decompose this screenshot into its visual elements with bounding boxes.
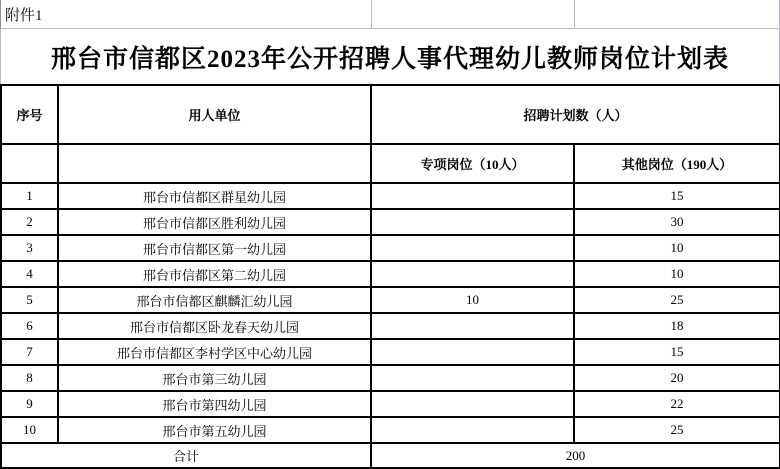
table-row [1, 261, 780, 287]
recruitment-plan-table [0, 84, 780, 469]
row-index-cell: 5 [1, 287, 58, 313]
gridline-vertical [574, 0, 575, 28]
unit-name-cell: 邢台市第五幼儿园 [58, 417, 371, 443]
special-post-count-cell [371, 339, 574, 365]
row-index-cell: 4 [1, 261, 58, 287]
table-row [1, 313, 780, 339]
row-index-cell: 8 [1, 365, 58, 391]
row-index-cell: 7 [1, 339, 58, 365]
table-row [1, 287, 780, 313]
header-empty-unit [58, 144, 371, 183]
row-index-cell: 9 [1, 391, 58, 417]
unit-name-cell: 邢台市第四幼儿园 [58, 391, 371, 417]
total-value: 200 [371, 443, 780, 468]
other-post-count-cell: 10 [574, 235, 780, 261]
header-index: 序号 [1, 85, 58, 144]
unit-name-cell: 邢台市第三幼儿园 [58, 365, 371, 391]
header-row-1 [1, 85, 780, 144]
header-other-posts: 其他岗位（190人） [574, 144, 780, 183]
other-post-count-cell: 15 [574, 183, 780, 209]
table-row [1, 365, 780, 391]
row-index-cell: 3 [1, 235, 58, 261]
other-post-count-cell: 30 [574, 209, 780, 235]
special-post-count-cell [371, 313, 574, 339]
table-row [1, 339, 780, 365]
unit-name-cell: 邢台市信都区李村学区中心幼儿园 [58, 339, 371, 365]
other-post-count-cell: 22 [574, 391, 780, 417]
unit-name-cell: 邢台市信都区第一幼儿园 [58, 235, 371, 261]
unit-name-cell: 邢台市信都区麒麟汇幼儿园 [58, 287, 371, 313]
other-post-count-cell: 20 [574, 365, 780, 391]
total-label: 合计 [1, 443, 371, 468]
row-index-cell: 10 [1, 417, 58, 443]
row-index-cell: 1 [1, 183, 58, 209]
special-post-count-cell [371, 391, 574, 417]
header-plan-count: 招聘计划数（人） [371, 85, 780, 144]
unit-name-cell: 邢台市信都区第二幼儿园 [58, 261, 371, 287]
table-row [1, 235, 780, 261]
total-row [1, 443, 780, 468]
table-row [1, 183, 780, 209]
page-title: 邢台市信都区2023年公开招聘人事代理幼儿教师岗位计划表 [50, 45, 729, 73]
table-row [1, 209, 780, 235]
other-post-count-cell: 15 [574, 339, 780, 365]
other-post-count-cell: 18 [574, 313, 780, 339]
title-row [0, 29, 780, 84]
header-empty-index [1, 144, 58, 183]
special-post-count-cell [371, 183, 574, 209]
special-post-count-cell [371, 365, 574, 391]
attachment-label: 附件1 [5, 8, 43, 24]
special-post-count-cell: 10 [371, 287, 574, 313]
other-post-count-cell: 25 [574, 287, 780, 313]
table-row [1, 417, 780, 443]
header-row-2 [1, 144, 780, 183]
unit-name-cell: 邢台市信都区卧龙春天幼儿园 [58, 313, 371, 339]
spreadsheet-top-row [0, 0, 780, 29]
row-index-cell: 6 [1, 313, 58, 339]
unit-name-cell: 邢台市信都区群星幼儿园 [58, 183, 371, 209]
special-post-count-cell [371, 261, 574, 287]
table-body [1, 183, 780, 443]
header-special-posts: 专项岗位（10人） [371, 144, 574, 183]
special-post-count-cell [371, 417, 574, 443]
row-index-cell: 2 [1, 209, 58, 235]
unit-name-cell: 邢台市信都区胜利幼儿园 [58, 209, 371, 235]
table-row [1, 391, 780, 417]
other-post-count-cell: 10 [574, 261, 780, 287]
special-post-count-cell [371, 235, 574, 261]
header-unit: 用人单位 [58, 85, 371, 144]
other-post-count-cell: 25 [574, 417, 780, 443]
gridline-vertical [371, 0, 372, 28]
special-post-count-cell [371, 209, 574, 235]
